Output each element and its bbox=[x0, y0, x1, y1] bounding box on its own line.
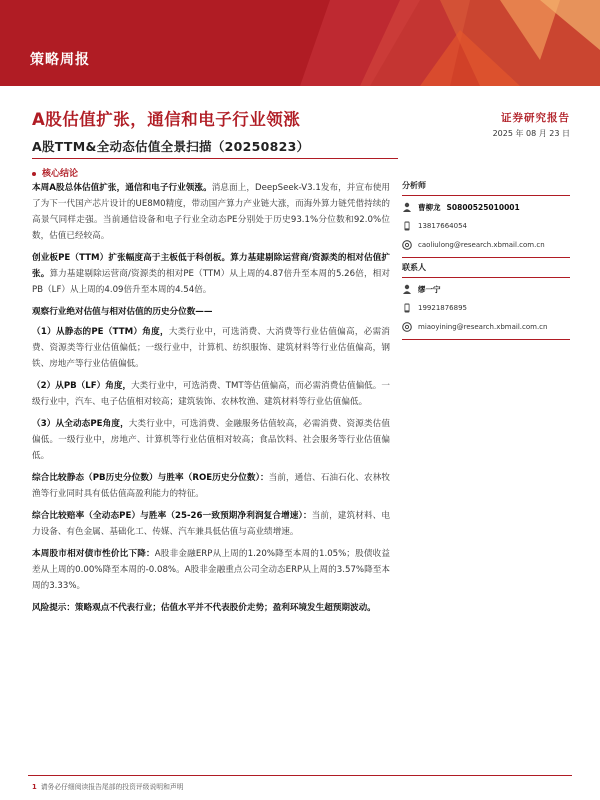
contact-box bbox=[402, 262, 570, 340]
header-decoration bbox=[0, 0, 600, 86]
email-icon bbox=[402, 322, 412, 332]
paragraph-text: 消息面上，DeepSeek-V3.1发布，并宣布使用了为下一代国产芯片设计的UE8M0精度，带动国产算力产业链大涨，而海外算力链凭借持续的高景气同样走强。当前通信设备和电子行业全动态PE分别处于历史93.1%分位数和92.0%位数，估值已经较高。 bbox=[32, 183, 390, 241]
report-subtitle: A股TTM&全动态估值全景扫描（20250823） bbox=[32, 139, 310, 154]
header-title: 策略周报 bbox=[30, 52, 90, 68]
paragraph-text: 大类行业中，可选消费、TMT等估值偏高，而必需消费估值偏低。一级行业中，汽车、电子估值相对较高；建筑装饰、农林牧渔、建筑材料等行业估值偏低。 bbox=[32, 381, 390, 407]
title-divider bbox=[32, 158, 398, 159]
paragraph-risk bbox=[32, 600, 390, 616]
phone-icon bbox=[402, 221, 412, 231]
paragraph-bold: 本周A股总体估值扩张，通信和电子行业领涨。 bbox=[32, 183, 212, 193]
page-number: 1 bbox=[32, 783, 37, 791]
report-date: 2025 年 08 月 23 日 bbox=[492, 129, 570, 138]
paragraph-4 bbox=[32, 324, 390, 372]
phone-icon bbox=[402, 303, 412, 313]
person-icon bbox=[402, 202, 412, 212]
paragraph-bold: 风险提示：策略观点不代表行业；估值水平并不代表股价走势；盈利环境发生超预期波动。 bbox=[32, 603, 376, 613]
analyst-name: 曹柳龙 bbox=[418, 202, 441, 212]
report-type: 证券研究报告 bbox=[501, 112, 570, 124]
bullet-icon bbox=[32, 172, 36, 176]
core-heading bbox=[32, 166, 78, 179]
contact-divider bbox=[402, 339, 570, 340]
person-icon bbox=[402, 284, 412, 294]
contact-phone-row bbox=[402, 300, 570, 316]
paragraph-7 bbox=[32, 470, 390, 502]
report-title: A股估值扩张，通信和电子行业领涨 bbox=[32, 110, 301, 129]
paragraph-bold: 综合比较赔率（全动态PE）与胜率（25-26一致预期净利润复合增速）： bbox=[32, 511, 312, 521]
paragraph-bold: 观察行业绝对估值与相对估值的历史分位数—— bbox=[32, 307, 213, 317]
analyst-email-row bbox=[402, 237, 570, 253]
analyst-phone-row bbox=[402, 218, 570, 234]
paragraph-1 bbox=[32, 180, 390, 244]
footer bbox=[32, 781, 183, 791]
footer-disclaimer: 请务必仔细阅读报告尾部的投资评级说明和声明 bbox=[40, 783, 184, 791]
paragraph-8 bbox=[32, 508, 390, 540]
analyst-label: 分析师 bbox=[402, 180, 570, 196]
paragraph-6 bbox=[32, 416, 390, 464]
paragraph-text: 当前，建筑材料、电力设备、有色金属、基础化工、传媒、汽车兼具低估值与高业绩增速。 bbox=[32, 511, 390, 537]
paragraph-text: 大类行业中，可选消费、大消费等行业估值偏高，必需消费、资源类等行业估值偏低；一级行业中，计算机、纺织服饰、建筑材料等行业估值偏高，钢铁、房地产等行业估值偏低。 bbox=[32, 327, 390, 369]
footer-divider bbox=[28, 775, 572, 776]
email-icon bbox=[402, 240, 412, 250]
analyst-cert: S0800525010001 bbox=[446, 202, 520, 212]
paragraph-bold: （2）从PB（LF）角度， bbox=[32, 381, 132, 391]
paragraph-bold: 综合比较静态（PB历史分位数）与胜率（ROE历史分位数）： bbox=[32, 473, 269, 483]
paragraph-5 bbox=[32, 378, 390, 410]
analyst-box bbox=[402, 180, 570, 258]
paragraph-9 bbox=[32, 546, 390, 594]
paragraph-text: 当前，通信、石油石化、农林牧渔等行业同时具有低估值高盈利能力的特征。 bbox=[32, 473, 390, 499]
contact-phone: 19921876895 bbox=[418, 304, 467, 312]
contact-email-row bbox=[402, 319, 570, 335]
paragraph-3 bbox=[32, 304, 390, 320]
paragraph-bold: 本周股市相对债市性价比下降： bbox=[32, 549, 155, 559]
paragraph-text: 大类行业中，可选消费、金融服务估值较高，必需消费、资源类估值偏低。一级行业中，房地产、计算机等行业估值相对较高；食品饮料、社会服务等行业估值偏低。 bbox=[32, 419, 390, 461]
body-column bbox=[32, 180, 390, 622]
paragraph-bold: 创业板PE（TTM）扩张幅度高于主板低于科创板。算力基建剔除运营商/资源类的相对估值扩张。 bbox=[32, 253, 390, 279]
core-heading-text: 核心结论 bbox=[42, 169, 79, 179]
paragraph-bold: （1）从静态的PE（TTM）角度， bbox=[32, 327, 169, 337]
contact-email[interactable]: miaoyining@research.xbmail.com.cn bbox=[418, 323, 548, 331]
paragraph-bold: （3）从全动态PE角度， bbox=[32, 419, 129, 429]
paragraph-text: A股非金融ERP从上周的1.20%降至本周的1.05%；股债收益差从上周的0.00%降至本周的-0.08%。A股非金融重点公司全动态ERP从上周的3.57%降至本周的3.33%。 bbox=[32, 549, 390, 591]
contact-label: 联系人 bbox=[402, 262, 570, 278]
analyst-divider bbox=[402, 257, 570, 258]
contact-name-row bbox=[402, 281, 570, 297]
paragraph-text: 算力基建剔除运营商/资源类的相对PE（TTM）从上周的4.87倍升至本周的5.26倍，相对PB（LF）从上周的4.09倍升至本周的4.54倍。 bbox=[32, 269, 390, 295]
contact-name: 缪一宁 bbox=[418, 284, 441, 294]
analyst-name-row bbox=[402, 199, 570, 215]
paragraph-2 bbox=[32, 250, 390, 298]
analyst-email[interactable]: caoliulong@research.xbmail.com.cn bbox=[418, 241, 545, 249]
header-band bbox=[0, 0, 600, 86]
analyst-phone: 13817664054 bbox=[418, 222, 467, 230]
